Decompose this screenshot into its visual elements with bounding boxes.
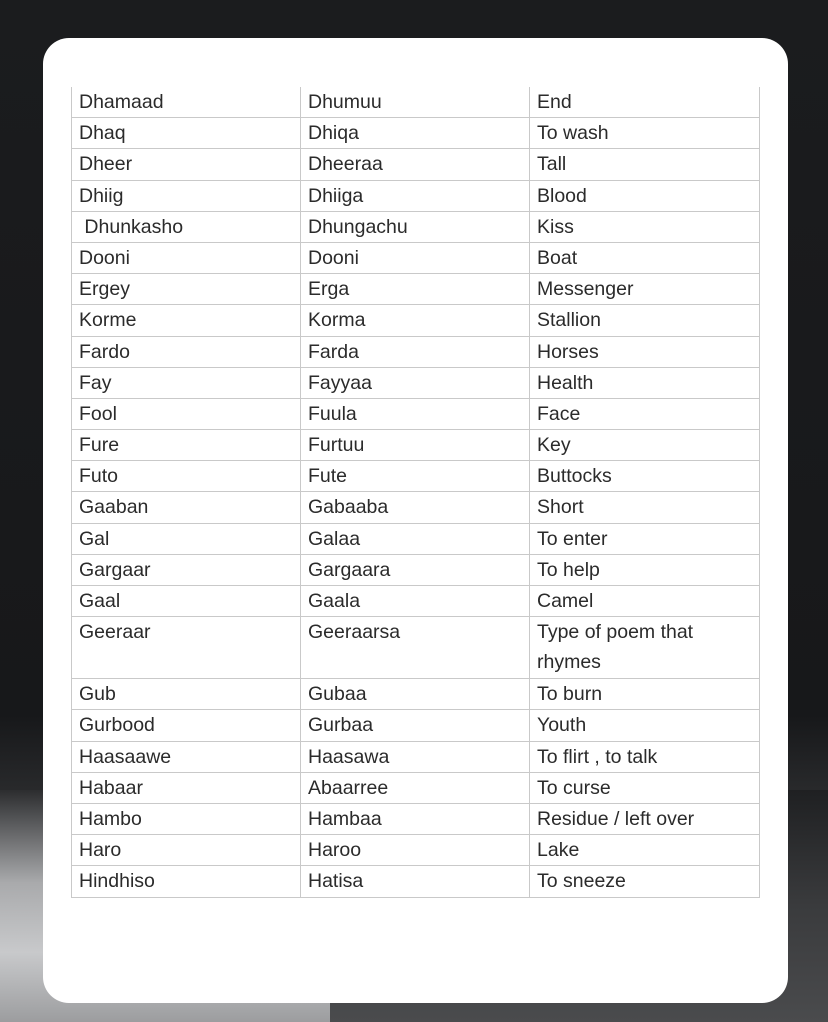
meaning-cell: To burn <box>530 679 760 710</box>
word-cell: Gaal <box>72 586 301 617</box>
meaning-cell: Short <box>530 492 760 523</box>
meaning-cell: Kiss <box>530 211 760 242</box>
meaning-cell: Youth <box>530 710 760 741</box>
table-row <box>72 274 760 305</box>
meaning-cell: Blood <box>530 180 760 211</box>
table-row <box>72 586 760 617</box>
meaning-cell: Boat <box>530 242 760 273</box>
table-row <box>72 554 760 585</box>
table-row <box>72 461 760 492</box>
translation-cell: Furtuu <box>301 430 530 461</box>
translation-cell: Dhiqa <box>301 118 530 149</box>
meaning-cell: Horses <box>530 336 760 367</box>
word-cell: Futo <box>72 461 301 492</box>
meaning-cell: To enter <box>530 523 760 554</box>
image-preview-card <box>43 38 788 1003</box>
word-cell: Dhaq <box>72 118 301 149</box>
meaning-cell: To curse <box>530 772 760 803</box>
table-row <box>72 149 760 180</box>
word-cell: Ergey <box>72 274 301 305</box>
table-row <box>72 617 760 679</box>
meaning-cell: Camel <box>530 586 760 617</box>
word-cell: Hindhiso <box>72 866 301 897</box>
word-cell: Fardo <box>72 336 301 367</box>
meaning-cell: Tall <box>530 149 760 180</box>
table-row <box>72 180 760 211</box>
translation-cell: Gaala <box>301 586 530 617</box>
table-row <box>72 866 760 897</box>
vocabulary-table <box>71 87 760 898</box>
table-row <box>72 305 760 336</box>
table-row <box>72 211 760 242</box>
table-row <box>72 492 760 523</box>
translation-cell: Hatisa <box>301 866 530 897</box>
table-row <box>72 336 760 367</box>
word-cell: Dhiig <box>72 180 301 211</box>
word-cell: Dooni <box>72 242 301 273</box>
meaning-cell: To wash <box>530 118 760 149</box>
table-row <box>72 835 760 866</box>
translation-cell: Abaarree <box>301 772 530 803</box>
table-row <box>72 523 760 554</box>
word-cell: Gargaar <box>72 554 301 585</box>
word-cell: Haasaawe <box>72 741 301 772</box>
translation-cell: Farda <box>301 336 530 367</box>
translation-cell: Dheeraa <box>301 149 530 180</box>
meaning-cell: Key <box>530 430 760 461</box>
translation-cell: Fayyaa <box>301 367 530 398</box>
meaning-cell: To help <box>530 554 760 585</box>
word-cell: Haro <box>72 835 301 866</box>
table-row <box>72 118 760 149</box>
table-row <box>72 430 760 461</box>
translation-cell: Fute <box>301 461 530 492</box>
translation-cell: Korma <box>301 305 530 336</box>
translation-cell: Geeraarsa <box>301 617 530 679</box>
word-cell: Fure <box>72 430 301 461</box>
translation-cell: Haasawa <box>301 741 530 772</box>
translation-cell: Galaa <box>301 523 530 554</box>
word-cell: Geeraar <box>72 617 301 679</box>
meaning-cell: Stallion <box>530 305 760 336</box>
translation-cell: Erga <box>301 274 530 305</box>
meaning-cell: To sneeze <box>530 866 760 897</box>
table-row <box>72 710 760 741</box>
translation-cell: Dhiiga <box>301 180 530 211</box>
translation-cell: Gabaaba <box>301 492 530 523</box>
translation-cell: Dhumuu <box>301 87 530 118</box>
word-cell: Gal <box>72 523 301 554</box>
meaning-cell: End <box>530 87 760 118</box>
meaning-cell: Residue / left over <box>530 803 760 834</box>
table-row <box>72 367 760 398</box>
word-cell: Dheer <box>72 149 301 180</box>
word-cell: Gaaban <box>72 492 301 523</box>
table-row <box>72 803 760 834</box>
meaning-cell: To flirt , to talk <box>530 741 760 772</box>
word-cell: Gub <box>72 679 301 710</box>
translation-cell: Gubaa <box>301 679 530 710</box>
word-cell: Fool <box>72 398 301 429</box>
translation-cell: Haroo <box>301 835 530 866</box>
meaning-cell: Lake <box>530 835 760 866</box>
word-cell: Korme <box>72 305 301 336</box>
translation-cell: Gargaara <box>301 554 530 585</box>
translation-cell: Dhungachu <box>301 211 530 242</box>
word-cell: Fay <box>72 367 301 398</box>
table-row <box>72 242 760 273</box>
word-cell: Dhamaad <box>72 87 301 118</box>
table-row <box>72 741 760 772</box>
meaning-cell: Messenger <box>530 274 760 305</box>
table-row <box>72 679 760 710</box>
table-row <box>72 398 760 429</box>
word-cell: Habaar <box>72 772 301 803</box>
translation-cell: Gurbaa <box>301 710 530 741</box>
table-row <box>72 87 760 118</box>
meaning-cell: Type of poem that rhymes <box>530 617 760 679</box>
translation-cell: Hambaa <box>301 803 530 834</box>
word-cell: Dhunkasho <box>72 211 301 242</box>
word-cell: Gurbood <box>72 710 301 741</box>
translation-cell: Dooni <box>301 242 530 273</box>
meaning-cell: Health <box>530 367 760 398</box>
word-cell: Hambo <box>72 803 301 834</box>
translation-cell: Fuula <box>301 398 530 429</box>
meaning-cell: Face <box>530 398 760 429</box>
meaning-cell: Buttocks <box>530 461 760 492</box>
table-row <box>72 772 760 803</box>
